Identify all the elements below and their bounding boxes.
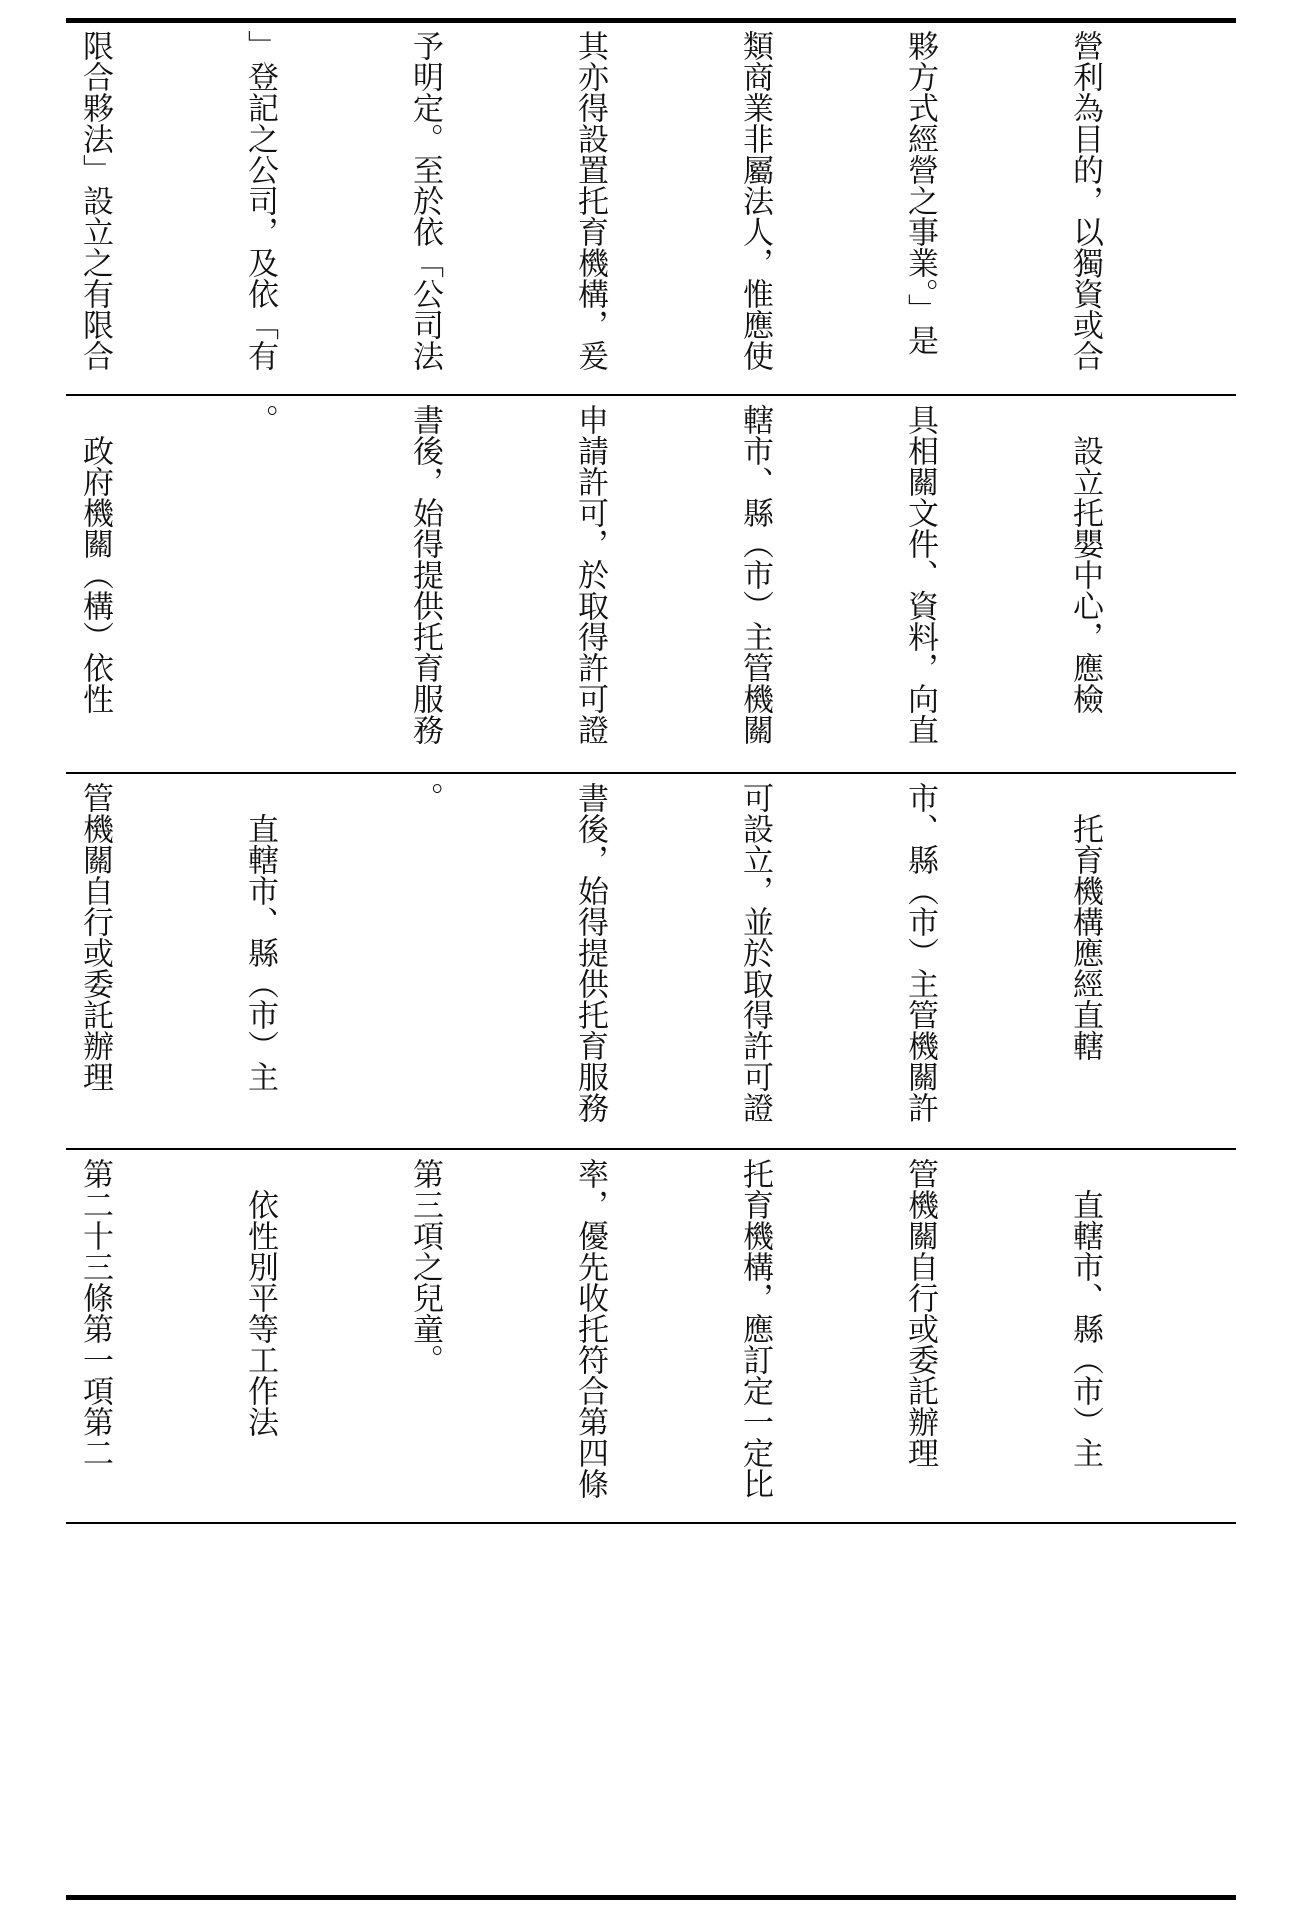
text-line: 書後，始得提供托育服務 [407, 404, 443, 745]
text-line: 其亦得設置托育機構，爰 [572, 30, 608, 371]
text-line: 營利為目的，以獨資或合 [1067, 30, 1103, 371]
section-rule [66, 772, 1236, 774]
text-line: 市、縣（市）主管機關許 [902, 782, 938, 1123]
text-line: 直轄市、縣（市）主 [242, 782, 278, 1092]
text-line: 托育機構應經直轄 [1067, 782, 1103, 1061]
text-line: 書後，始得提供托育服務 [572, 782, 608, 1123]
text-line: 」登記之公司，及依「有 [242, 30, 278, 371]
text-block-3 [77, 782, 1222, 1136]
text-line: 。 [407, 782, 443, 813]
text-block-4 [77, 1158, 1222, 1512]
text-line: 托育機構，應訂定一定比 [737, 1158, 773, 1499]
text-line: 。 [242, 404, 278, 435]
text-line: 限合夥法」設立之有限合 [77, 30, 113, 371]
text-line: 設立托嬰中心，應檢 [1067, 404, 1103, 714]
text-line: 直轄市、縣（市）主 [1067, 1158, 1103, 1468]
text-line: 率，優先收托符合第四條 [572, 1158, 608, 1499]
text-line: 管機關自行或委託辦理 [902, 1158, 938, 1468]
text-line: 可設立，並於取得許可證 [737, 782, 773, 1123]
text-block-1 [77, 30, 1222, 371]
text-line: 管機關自行或委託辦理 [77, 782, 113, 1092]
text-line: 第三項之兒童。 [407, 1158, 443, 1375]
text-line: 依性別平等工作法 [242, 1158, 278, 1437]
text-block-2 [77, 404, 1222, 758]
bottom-rule [66, 1895, 1236, 1900]
section-rule [66, 394, 1236, 396]
top-rule [66, 18, 1236, 23]
text-line: 具相關文件、資料，向直 [902, 404, 938, 745]
text-line: 類商業非屬法人，惟應使 [737, 30, 773, 371]
text-line: 政府機關（構）依性 [77, 404, 113, 714]
section-rule [66, 1148, 1236, 1150]
text-line: 夥方式經營之事業。」是 [902, 30, 938, 356]
text-line: 予明定。至於依「公司法 [407, 30, 443, 371]
section-rule [66, 1522, 1236, 1524]
text-line: 第二十三條第一項第二 [77, 1158, 113, 1468]
text-line: 申請許可，於取得許可證 [572, 404, 608, 745]
text-line: 轄市、縣（市）主管機關 [737, 404, 773, 745]
